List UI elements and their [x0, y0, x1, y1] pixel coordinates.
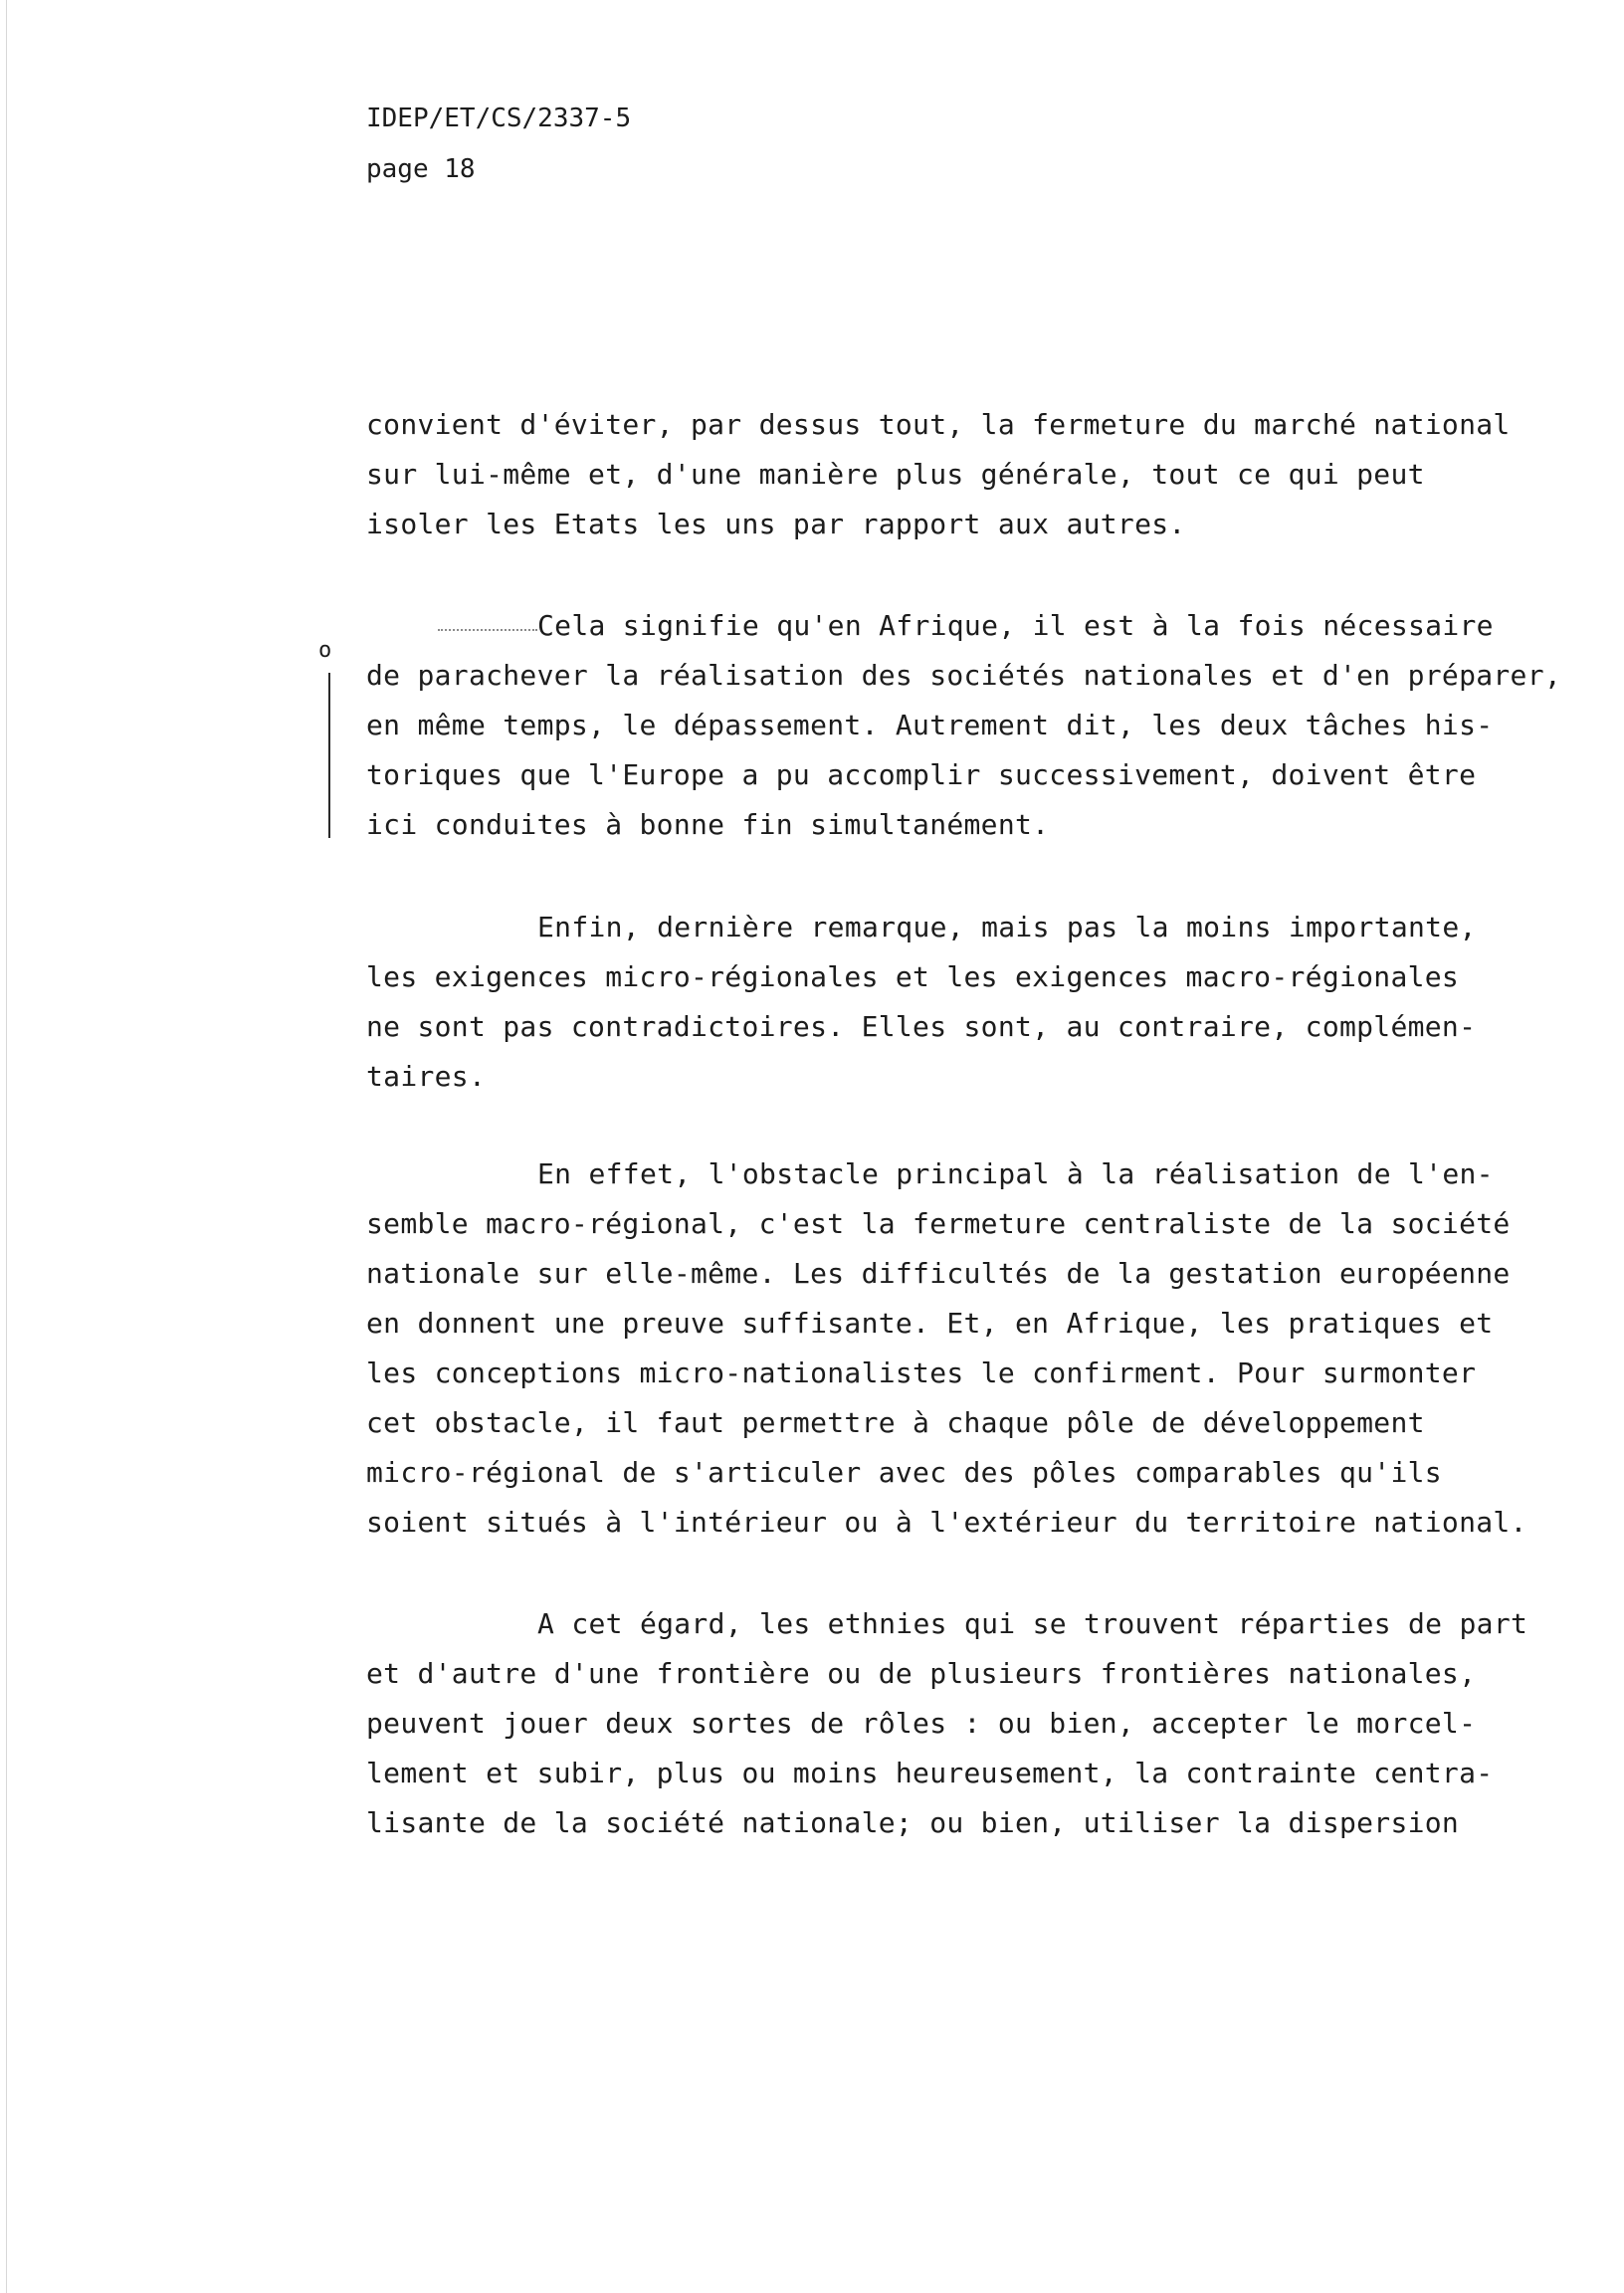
- paragraph-5-line-1: A cet égard, les ethnies qui se trouvent réparties de part: [537, 1607, 1528, 1640]
- scan-edge: [6, 0, 7, 2293]
- document-reference: IDEP/ET/CS/2337-5: [366, 104, 632, 133]
- paragraph-5-line-2: et d'autre d'une frontière ou de plusieurs frontières nationales,: [366, 1657, 1477, 1690]
- paragraph-4-line-5: les conceptions micro-nationalistes le confirment. Pour surmonter: [366, 1356, 1477, 1389]
- paragraph-2-line-4: toriques que l'Europe a pu accomplir successivement, doivent être: [366, 758, 1477, 791]
- paragraph-2-line-1: Cela signifie qu'en Afrique, il est à la fois nécessaire: [537, 609, 1494, 642]
- paragraph-3-line-1: Enfin, dernière remarque, mais pas la moins importante,: [537, 911, 1477, 943]
- paragraph-2-line-5: ici conduites à bonne fin simultanément.: [366, 808, 1050, 841]
- paragraph-2-line-3: en même temps, le dépassement. Autrement dit, les deux tâches his-: [366, 709, 1494, 741]
- margin-annotation-mark: o: [318, 638, 332, 663]
- paragraph-4-line-1: En effet, l'obstacle principal à la réalisation de l'en-: [537, 1157, 1494, 1190]
- paragraph-5-line-3: peuvent jouer deux sortes de rôles : ou bien, accepter le morcel-: [366, 1707, 1477, 1740]
- paragraph-3-line-4: taires.: [366, 1060, 487, 1093]
- paragraph-4-line-8: soient situés à l'intérieur ou à l'extérieur du territoire national.: [366, 1506, 1527, 1539]
- paragraph-4-line-7: micro-régional de s'articuler avec des pôles comparables qu'ils: [366, 1456, 1442, 1489]
- paragraph-5-line-5: lisante de la société nationale; ou bien, utiliser la dispersion: [366, 1806, 1460, 1839]
- paragraph-4-line-4: en donnent une preuve suffisante. Et, en Afrique, les pratiques et: [366, 1307, 1494, 1340]
- paragraph-1-line-2: sur lui-même et, d'une manière plus générale, tout ce qui peut: [366, 458, 1425, 491]
- paragraph-3-line-3: ne sont pas contradictoires. Elles sont, au contraire, complémen-: [366, 1010, 1477, 1043]
- page-number: page 18: [366, 154, 476, 184]
- paragraph-5-line-4: lement et subir, plus ou moins heureusement, la contrainte centra-: [366, 1757, 1494, 1789]
- paragraph-1-line-3: isoler les Etats les uns par rapport aux autres.: [366, 508, 1186, 540]
- paragraph-1-line-1: convient d'éviter, par dessus tout, la fermeture du marché national: [366, 408, 1511, 441]
- paragraph-2-line-2: de parachever la réalisation des sociétés nationales et d'en préparer,: [366, 659, 1562, 692]
- dotted-leader: [438, 629, 537, 631]
- paragraph-4-line-3: nationale sur elle-même. Les difficultés de la gestation européenne: [366, 1257, 1511, 1290]
- paragraph-3-line-2: les exigences micro-régionales et les exigences macro-régionales: [366, 960, 1460, 993]
- paragraph-4-line-2: semble macro-régional, c'est la fermeture centraliste de la société: [366, 1207, 1511, 1240]
- margin-annotation-bar: [328, 673, 330, 838]
- paragraph-4-line-6: cet obstacle, il faut permettre à chaque pôle de développement: [366, 1406, 1425, 1439]
